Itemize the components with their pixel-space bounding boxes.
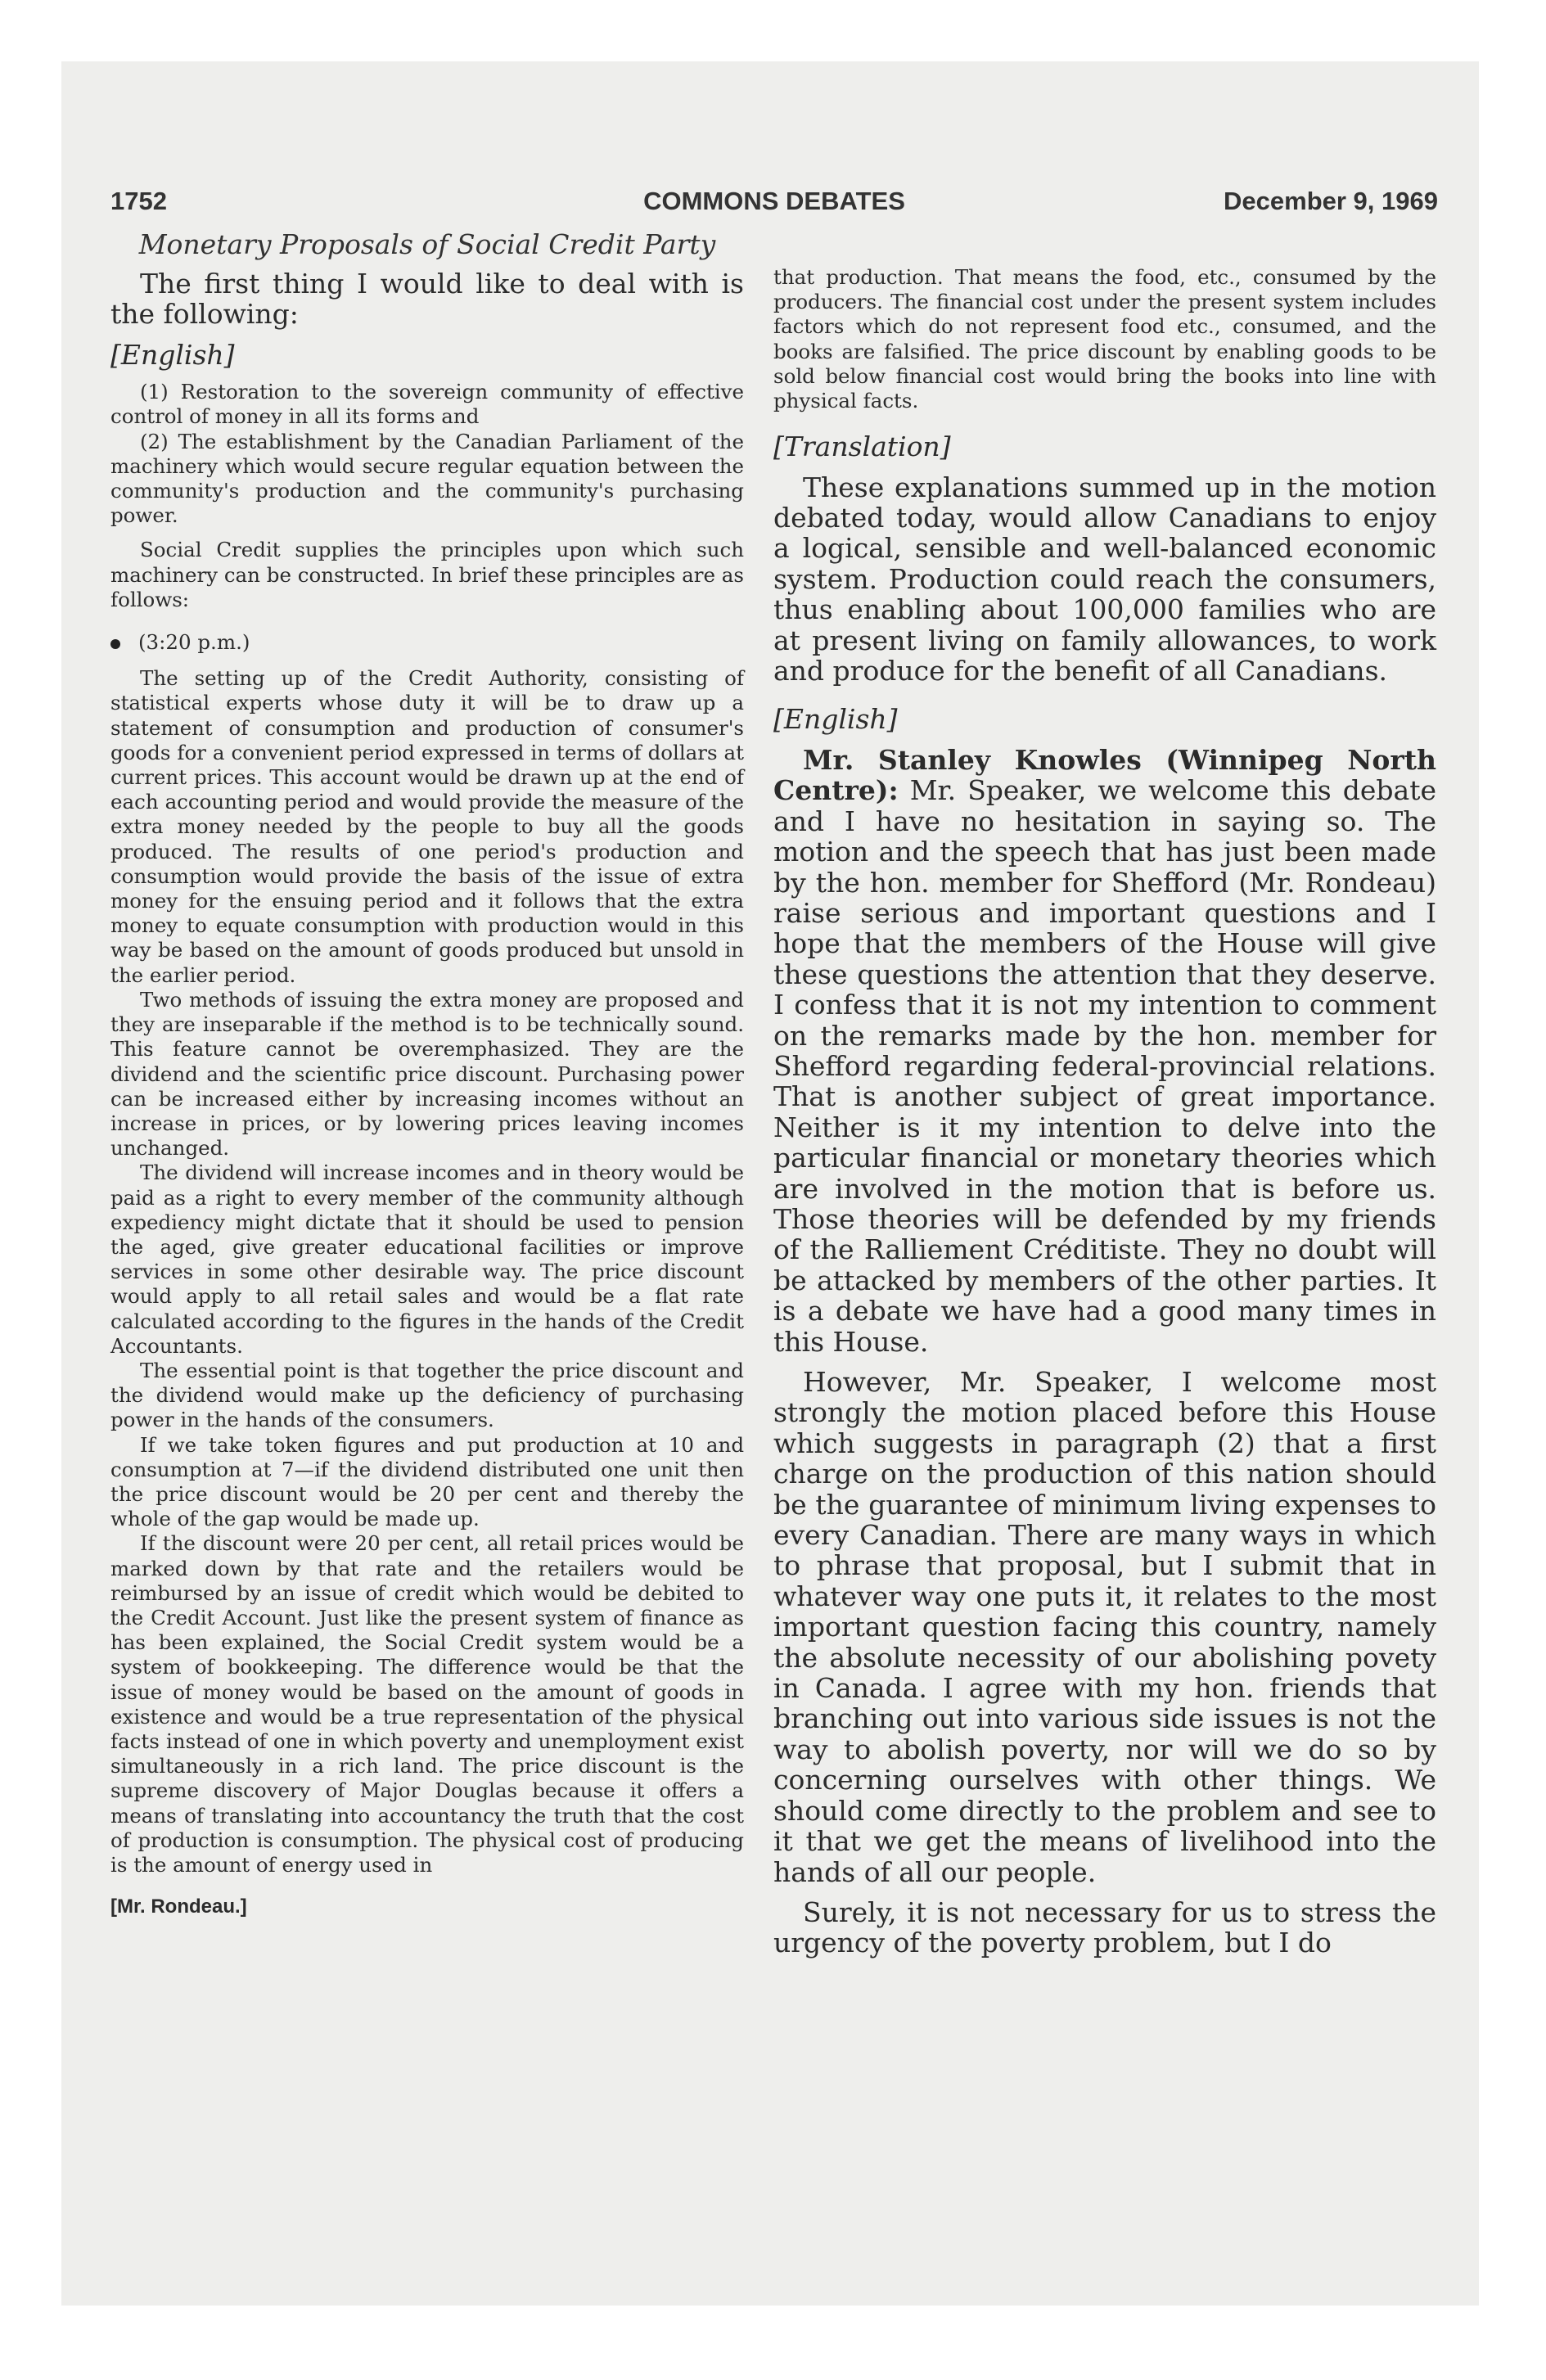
paragraph: The setting up of the Credit Authority, consisting of statistical experts whose duty it will be to draw up a statement of consumption and production of consumer's goods for a convenient period expressed in terms of dollars at current prices. This account would be drawn up at the end of each accounting period and would provide the measure of the extra money needed by the people to buy all the goods produced. The results of one period's production and consumption would provide the basis of the issue of extra money for the ensuing period and it follows that the extra money to equate consumption with production would in this way be based on the amount of goods produced but unsold in the earlier period. [110, 666, 744, 987]
paragraph: (1) Restoration to the sovereign community of effective control of money in all its forms and [110, 380, 744, 429]
paragraph: However, Mr. Speaker, I welcome most strongly the motion placed before this House which suggests in paragraph (2) that a first charge on the production of this nation should be the guarantee of minimum living expenses to every Canadian. There are many ways in which to phrase that proposal, but I submit that in whatever way one puts it, it relates to the most important question facing this country, namely the absolute necessity of our abolishing povety in Canada. I agree with my hon. friends that branching out into various side issues is not the way to abolish poverty, nor will we do so by concerning ourselves with other things. We should come directly to the problem and see to it that we get the means of livelihood into the hands of all our people. [773, 1366, 1436, 1888]
time-stamp: (3:20 p.m.) [138, 630, 250, 655]
paragraph: The first thing I would like to deal with is the following: [110, 268, 744, 331]
paragraph: The essential point is that together the price discount and the dividend would make up the deficiency of purchasing power in the hands of the consumers. [110, 1358, 744, 1432]
speaker-name: Mr. Stanley Knowles (Winnipeg North Centre): [773, 743, 1436, 807]
page-header [110, 187, 1438, 228]
paragraph: that production. That means the food, etc., consumed by the producers. The financial cost under the present system includes factors which do not represent food etc., consumed, and the books are falsified. The price discount by enabling goods to be sold below financial cost would bring the books into line with physical facts. [773, 265, 1436, 413]
page-number: 1752 [110, 187, 167, 215]
bullet-icon [110, 639, 120, 649]
paragraph: Social Credit supplies the principles upon which such machinery can be constructed. In brief these principles are as follows: [110, 538, 744, 611]
publication-title: COMMONS DEBATES [643, 187, 905, 215]
speech-text: Mr. Speaker, we welcome this debate and I have no hesitation in saying so. The motion and the speech that has just been made by the hon. member for Shefford (Mr. Rondeau) raise serious and important questions and I hope that the members of the House will give these questions the attention that they deserve. I confess that it is not my intention to comment on the remarks made by the hon. member for Shefford regarding federal-provincial relations. That is another subject of great importance. Neither is it my intention to delve into the particular financial or monetary theories which are involved in the motion that is before us. Those theories will be defended by my friends of the Ralliement Créditiste. They no doubt will be attacked by members of the other parties. It is a debate we have had a good many times in this House. [773, 774, 1436, 1358]
left-column [110, 228, 744, 1918]
subject-heading: Monetary Proposals of Social Credit Party [138, 228, 716, 260]
time-marker [110, 630, 744, 655]
language-tag: [Translation] [773, 430, 951, 463]
paragraph: (2) The establishment by the Canadian Parliament of the machinery which would secure regular equation between the community's production and the community's purchasing power. [110, 429, 744, 528]
language-tag: [English] [773, 703, 898, 736]
right-column [773, 228, 1436, 1959]
page-date: December 9, 1969 [1224, 187, 1438, 215]
language-tag: [English] [110, 338, 235, 371]
paragraph: These explanations summed up in the motion debated today, would allow Canadians to enjoy a logical, sensible and well-balanced economic system. Production could reach the consumers, thus enabling about 100,000 families who are at present living on family allowances, to work and produce for the benefit of all Canadians. [773, 471, 1436, 687]
paragraph: Surely, it is not necessary for us to stress the urgency of the poverty problem, but I do [773, 1895, 1436, 1959]
paragraph: If we take token figures and put production at 10 and consumption at 7—if the dividend distributed one unit then the price discount would be 20 per cent and thereby the whole of the gap would be made up. [110, 1432, 744, 1531]
speaker-attribution: [Mr. Rondeau.] [110, 1895, 247, 1918]
paragraph: Two methods of issuing the extra money are proposed and they are inseparable if the method is to be technically sound. This feature cannot be overemphasized. They are the dividend and the scientific price discount. Purchasing power can be increased either by increasing incomes without an increase in prices, or by lowering prices leaving incomes unchanged. [110, 987, 744, 1161]
paragraph: If the discount were 20 per cent, all retail prices would be marked down by that rate and the retailers would be reimbursed by an issue of credit which would be debited to the Credit Account. Just like the present system of finance as has been explained, the Social Credit system would be a system of bookkeeping. The difference would be that the issue of money would be based on the amount of goods in existence and would be a true representation of the physical facts instead of one in which poverty and unemployment exist simultaneously in a rich land. The price discount is the supreme discovery of Major Douglas because it offers a means of translating into accountancy the truth that the cost of production is consumption. The physical cost of producing is the amount of energy used in [110, 1531, 744, 1877]
speech-paragraph [773, 745, 1436, 1357]
paragraph: The dividend will increase incomes and in theory would be paid as a right to every member of the community although expediency might dictate that it should be used to pension the aged, give greater educational facilities or improve services in some other desirable way. The price discount would apply to all retail sales and would be a flat rate calculated according to the figures in the hands of the Credit Accountants. [110, 1161, 744, 1358]
